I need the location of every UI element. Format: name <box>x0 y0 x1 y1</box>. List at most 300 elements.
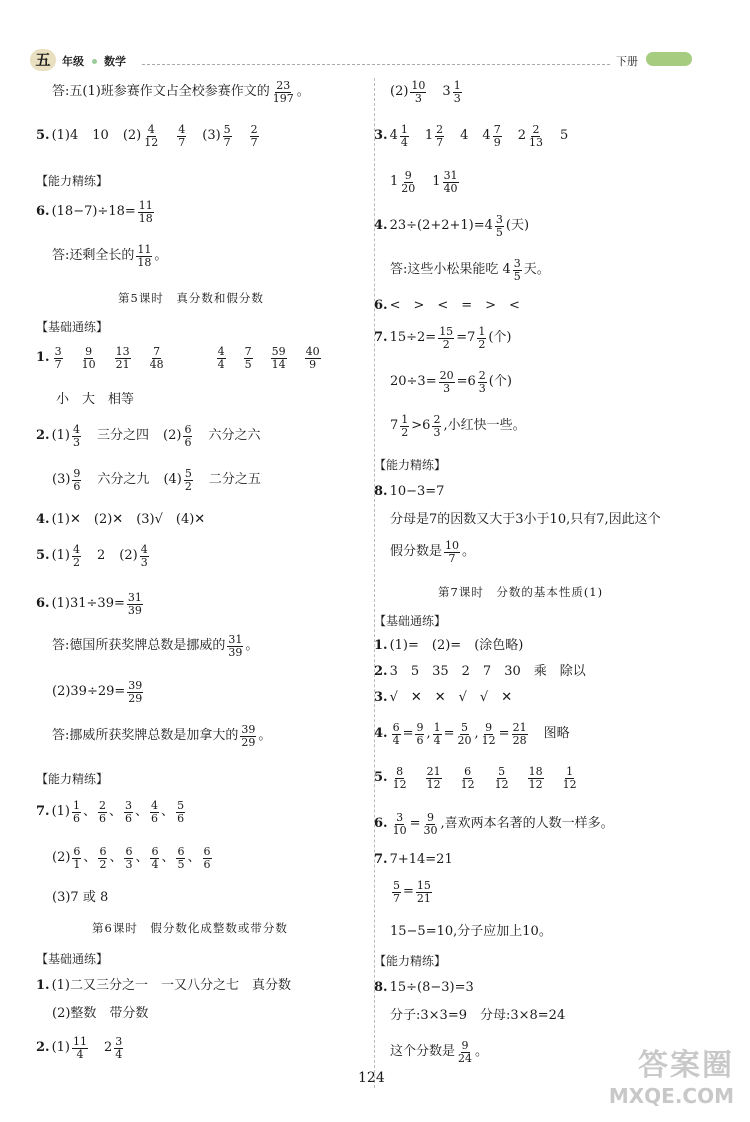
numerator: 5 <box>223 123 231 136</box>
fraction <box>400 414 409 438</box>
answer-line <box>52 80 310 104</box>
denominator: 9 <box>309 357 317 371</box>
fraction <box>115 346 131 370</box>
fraction <box>528 124 544 148</box>
denominator: 2 <box>401 425 409 439</box>
fraction <box>149 346 165 370</box>
text: 10 <box>92 128 109 144</box>
text: (1) <box>51 804 70 820</box>
text: < > < = > < <box>389 298 520 313</box>
answer-line <box>52 846 214 870</box>
text: 、 <box>161 850 175 866</box>
text: 答:德国所获奖牌总数是挪威的 <box>52 638 226 654</box>
answer-line: 7 $\frac{1}{2}$ >6 $\frac{2}{3}$ ,小红快一些。 <box>390 413 526 439</box>
fraction <box>240 724 256 748</box>
question-5 <box>36 124 261 148</box>
numerator: 4 <box>73 543 80 556</box>
denominator: 5 <box>177 857 185 871</box>
numerator: 6 <box>99 845 107 858</box>
denominator: 7 <box>223 135 231 149</box>
fraction <box>392 812 408 836</box>
numerator: 21 <box>426 765 441 778</box>
numerator: 8 <box>396 765 404 778</box>
numerator: 11 <box>73 1035 87 1048</box>
answer-line: 分子:3×3=9 分母:3×8=24 <box>390 1008 566 1023</box>
denominator: 2 <box>73 555 80 569</box>
fraction <box>444 540 460 564</box>
numerator: 40 <box>305 345 320 358</box>
denominator: 39 <box>127 603 142 617</box>
question-5c <box>374 766 580 790</box>
fraction <box>250 124 259 148</box>
numerator: 1 <box>73 799 80 812</box>
fraction <box>227 634 243 658</box>
text: 答:挪威所获奖牌总数是加拿大的 <box>52 728 239 744</box>
fraction <box>217 346 226 370</box>
text: (1)31÷39= <box>51 596 125 612</box>
question-number: 7. <box>374 852 388 867</box>
numerator: 39 <box>241 723 256 736</box>
numerator: 1 <box>453 79 461 92</box>
question-number: 4. <box>374 726 388 742</box>
fraction <box>493 124 502 148</box>
text: (1)= (2)= (涂色略) <box>389 638 524 653</box>
numerator: 1 <box>433 721 441 734</box>
numerator: 9 <box>461 1039 469 1052</box>
fraction <box>138 200 154 224</box>
numerator: 1 <box>566 765 574 778</box>
page-number: 124 <box>358 1070 385 1086</box>
denominator: 4 <box>151 857 159 871</box>
denominator: 30 <box>423 823 438 837</box>
numerator: 3 <box>495 213 503 226</box>
header-divider <box>142 64 610 65</box>
text: (4) <box>163 472 182 488</box>
numerator: 11 <box>137 243 152 256</box>
numerator: 3 <box>513 257 521 270</box>
text: 、 <box>109 850 123 866</box>
fraction <box>98 800 107 824</box>
text: (个) <box>488 374 512 390</box>
question-number: 2. <box>36 428 50 444</box>
lesson-title: 第7课时 分数的基本性质(1) <box>438 585 604 599</box>
denominator: 7 <box>178 135 186 149</box>
question-number: 4. <box>374 218 388 234</box>
numerator: 13 <box>115 345 130 358</box>
numerator: 31 <box>443 169 458 182</box>
text: 2 <box>104 1040 113 1056</box>
text: 六分之九 <box>97 472 150 488</box>
denominator: 12 <box>528 777 543 791</box>
denominator: 197 <box>272 91 294 105</box>
question-number: 5. <box>36 548 50 564</box>
numerator: 15 <box>416 879 431 892</box>
answer-line <box>390 1040 488 1064</box>
fraction <box>392 766 408 790</box>
denominator: 10 <box>81 357 96 371</box>
question-7c <box>374 852 453 868</box>
numerator: 9 <box>485 721 493 734</box>
text: 、 <box>135 850 149 866</box>
fraction <box>203 846 212 870</box>
text: 3 5 35 2 7 30 乘 除以 <box>389 664 586 679</box>
denominator: 3 <box>478 381 486 395</box>
fraction <box>72 544 81 568</box>
question-6d <box>374 812 614 836</box>
denominator: 6 <box>184 435 192 449</box>
text: 天。 <box>523 262 550 278</box>
fraction <box>244 346 253 370</box>
numerator: 31 <box>228 633 243 646</box>
fraction <box>478 370 487 394</box>
fraction <box>81 346 97 370</box>
text: = <box>402 726 414 742</box>
denominator: 4 <box>217 357 225 371</box>
denominator: 2 <box>99 857 107 871</box>
answer-line <box>390 540 475 564</box>
text: (1)二又三分之一 一又八分之七 真分数 <box>51 978 291 993</box>
fraction <box>410 80 426 104</box>
numerator: 4 <box>147 123 155 136</box>
fraction <box>124 846 133 870</box>
text: (2) <box>122 128 142 144</box>
lesson-title: 第6课时 假分数化成整数或带分数 <box>92 921 288 935</box>
text: 。 <box>475 1044 489 1060</box>
text: 假分数是 <box>390 544 443 560</box>
grade-label: 年级 <box>62 55 84 68</box>
text: (1) <box>51 1040 70 1056</box>
numerator: 6 <box>184 423 192 436</box>
numerator: 9 <box>85 345 93 358</box>
fraction <box>422 812 438 836</box>
fraction <box>416 880 432 904</box>
fraction <box>136 244 152 268</box>
numerator: 9 <box>426 811 434 824</box>
fraction <box>512 722 528 746</box>
question-number: 2. <box>374 664 388 679</box>
text: >6 <box>411 418 431 434</box>
numerator: 3 <box>115 1035 123 1048</box>
text: (1) <box>51 128 70 144</box>
question-number: 6. <box>374 298 388 313</box>
answer-line <box>52 468 261 492</box>
denominator: 3 <box>140 555 148 569</box>
section-label: 【能力精练】 <box>36 174 109 188</box>
numerator: 7 <box>153 345 161 358</box>
numerator: 31 <box>127 591 142 604</box>
answer-line <box>390 880 434 904</box>
denominator: 3 <box>414 91 422 105</box>
numerator: 3 <box>54 345 62 358</box>
text: 4 <box>70 128 79 144</box>
denominator: 4 <box>392 733 400 747</box>
denominator: 3 <box>443 381 451 395</box>
question-number: 6. <box>36 596 50 612</box>
question-6 <box>36 200 156 224</box>
denominator: 3 <box>453 91 461 105</box>
numerator: 2 <box>532 123 540 136</box>
text: ,喜欢两本名著的人数一样多。 <box>440 816 614 832</box>
fraction <box>392 722 401 746</box>
fraction <box>114 1036 123 1060</box>
denominator: 6 <box>73 811 80 825</box>
fraction <box>481 722 497 746</box>
answer-line: 15−5=10,分子应加上10。 <box>390 924 552 939</box>
section-label: 【基础通练】 <box>374 614 447 628</box>
denominator: 14 <box>271 357 286 371</box>
text: = <box>498 726 510 742</box>
text: 4 <box>460 128 469 144</box>
denominator: 29 <box>128 691 143 705</box>
question-4c <box>374 722 570 746</box>
fraction <box>438 326 454 350</box>
numerator: 9 <box>416 721 424 734</box>
text: ,小红快一些。 <box>443 418 526 434</box>
question-number: 4. <box>36 512 50 527</box>
numerator: 18 <box>528 765 543 778</box>
text: 。 <box>462 544 476 560</box>
text: 5 <box>559 128 569 144</box>
question-number: 1. <box>36 350 50 366</box>
numerator: 5 <box>177 799 185 812</box>
text: 。 <box>296 84 310 100</box>
fraction <box>124 800 133 824</box>
denominator: 12 <box>426 777 441 791</box>
fraction <box>453 80 462 104</box>
text: = <box>409 816 421 832</box>
numerator: 5 <box>498 765 506 778</box>
question-number: 7. <box>36 804 50 820</box>
denominator: 18 <box>138 211 153 225</box>
brand-badge <box>646 52 692 66</box>
text: 。 <box>154 248 168 264</box>
fraction <box>426 766 442 790</box>
question-4b <box>374 214 529 238</box>
text: 答:五(1)班参赛作文占全校参赛作文的 <box>52 84 270 100</box>
denominator: 10 <box>392 823 407 837</box>
numerator: 59 <box>271 345 286 358</box>
numerator: 5 <box>393 879 400 892</box>
fraction <box>415 722 424 746</box>
numerator: 7 <box>244 345 252 358</box>
section-label: 【能力精练】 <box>374 954 447 968</box>
fraction <box>223 124 232 148</box>
text: 、 <box>161 804 175 820</box>
fraction <box>72 468 81 492</box>
numerator: 15 <box>439 325 454 338</box>
fraction <box>439 370 455 394</box>
fraction <box>72 1036 88 1060</box>
numerator: 1 <box>478 325 486 338</box>
denominator: 12 <box>460 777 475 791</box>
answer-line <box>52 680 145 704</box>
numerator: 5 <box>461 721 469 734</box>
answer-line <box>390 258 550 282</box>
text: , <box>474 726 479 742</box>
fraction <box>72 800 81 824</box>
denominator: 20 <box>457 733 472 747</box>
watermark-logo: 答案圈 MXQE.COM <box>608 1048 734 1108</box>
denominator: 2 <box>478 337 486 351</box>
numerator: 9 <box>404 169 412 182</box>
text: 4 <box>482 128 491 144</box>
section-label: 【基础通练】 <box>36 320 109 334</box>
question-number: 5. <box>36 128 50 144</box>
fraction <box>457 1040 473 1064</box>
denominator: 7 <box>436 135 444 149</box>
text: , <box>426 726 431 742</box>
fraction <box>143 124 159 148</box>
question-3: 3. 4 $\frac{1}{4}$ 1 $\frac{2}{7}$ 4 4 $\frac{7}{9}$ 2 $\frac{2}{13}$ 5 <box>374 123 569 149</box>
text: 2 <box>517 128 526 144</box>
question-number: 8. <box>374 980 388 995</box>
numerator: 6 <box>177 845 185 858</box>
section-label: 【基础通练】 <box>36 952 109 966</box>
numerator: 11 <box>138 199 153 212</box>
text: 、 <box>83 850 97 866</box>
text: = <box>403 884 414 900</box>
text: (2) <box>163 428 182 444</box>
fraction <box>177 124 186 148</box>
fraction <box>443 170 459 194</box>
denominator: 12 <box>144 135 159 149</box>
denominator: 21 <box>416 891 431 905</box>
fraction <box>495 214 504 238</box>
question-2b <box>36 1036 125 1060</box>
numerator: 3 <box>396 811 404 824</box>
question-4 <box>36 512 205 528</box>
question-8 <box>374 484 444 500</box>
denominator: 48 <box>149 357 164 371</box>
text: 2 <box>97 548 106 564</box>
denominator: 3 <box>73 435 80 449</box>
question-number: 6. <box>36 204 50 220</box>
denominator: 40 <box>443 181 458 195</box>
question-1c <box>374 638 523 654</box>
text: 六分之六 <box>208 428 261 444</box>
text: 答:还剩全长的 <box>52 248 135 264</box>
text: 、 <box>187 850 201 866</box>
question-number: 1. <box>374 638 388 653</box>
fraction <box>305 346 321 370</box>
numerator: 21 <box>512 721 527 734</box>
question-6b <box>36 592 145 616</box>
fraction <box>435 124 444 148</box>
answer-line: 1 $\frac{9}{20}$ 1 $\frac{31}{40}$ <box>390 169 458 195</box>
fraction <box>457 722 473 746</box>
text: 3 <box>442 84 451 100</box>
denominator: 28 <box>512 733 527 747</box>
page-header <box>30 48 700 74</box>
question-1 <box>36 346 323 370</box>
question-number: 2. <box>36 1040 50 1056</box>
fraction <box>513 258 522 282</box>
section-label: 【能力精练】 <box>374 458 447 472</box>
denominator: 2 <box>184 479 192 493</box>
fraction <box>400 124 409 148</box>
answer-line: 小 大 相等 <box>56 392 135 407</box>
fraction <box>72 846 81 870</box>
answer-line: (3)7 或 8 <box>52 890 109 905</box>
denominator: 12 <box>562 777 577 791</box>
fraction <box>562 766 578 790</box>
numerator: 1 <box>401 413 409 426</box>
denominator: 6 <box>125 811 133 825</box>
text: (3) <box>52 472 71 488</box>
text: 、 <box>83 804 97 820</box>
denominator: 4 <box>400 135 408 149</box>
numerator: 6 <box>392 721 400 734</box>
denominator: 24 <box>458 1051 473 1065</box>
denominator: 3 <box>433 425 441 439</box>
question-number: 3. <box>374 128 388 144</box>
answer-line <box>52 724 271 748</box>
question-number: 3. <box>374 690 388 705</box>
text: =7 <box>456 330 476 346</box>
subject-label: 数学 <box>104 55 126 68</box>
text: (2) <box>119 548 138 564</box>
text: 。 <box>258 728 272 744</box>
section-label: 【能力精练】 <box>36 772 109 786</box>
denominator: 7 <box>393 891 400 905</box>
fraction <box>183 424 192 448</box>
numerator: 10 <box>445 539 460 552</box>
numerator: 9 <box>73 467 81 480</box>
question-number: 5. <box>374 770 388 786</box>
answer-line: (2)整数 带分数 <box>52 1006 149 1021</box>
answer-line <box>52 244 167 268</box>
question-2 <box>36 424 260 448</box>
denominator: 5 <box>513 269 521 283</box>
denominator: 18 <box>137 255 152 269</box>
denominator: 7 <box>54 357 62 371</box>
answer-line: 分母是7的因数又大于3小于10,只有7,因此这个 <box>390 512 661 527</box>
numerator: 2 <box>433 413 441 426</box>
numerator: 23 <box>276 79 291 92</box>
question-3c <box>374 690 512 706</box>
denominator: 4 <box>433 733 441 747</box>
fraction <box>140 544 149 568</box>
denominator: 12 <box>392 777 407 791</box>
numerator: 2 <box>250 123 258 136</box>
text: (1) <box>51 548 70 564</box>
denominator: 6 <box>203 857 211 871</box>
text: √ ✕ ✕ √ √ ✕ <box>389 690 513 705</box>
denominator: 7 <box>448 551 456 565</box>
denominator: 1 <box>73 857 81 871</box>
numerator: 3 <box>125 799 133 812</box>
numerator: 4 <box>151 799 159 812</box>
fraction <box>176 800 185 824</box>
fraction <box>98 846 107 870</box>
text: 10−3=7 <box>389 484 445 499</box>
question-number: 8. <box>374 484 388 499</box>
text: (2) <box>390 84 409 100</box>
question-1b <box>36 978 291 994</box>
text: 7+14=21 <box>389 852 453 867</box>
text: 、 <box>135 804 149 820</box>
denominator: 13 <box>528 135 543 149</box>
answer-line <box>390 80 464 104</box>
text: =6 <box>456 374 476 390</box>
fraction <box>184 468 193 492</box>
denominator: 6 <box>99 811 107 825</box>
answer-line <box>390 370 512 394</box>
numerator: 2 <box>436 123 444 136</box>
numerator: 4 <box>178 123 186 136</box>
fraction <box>54 346 63 370</box>
denominator: 6 <box>151 811 159 825</box>
